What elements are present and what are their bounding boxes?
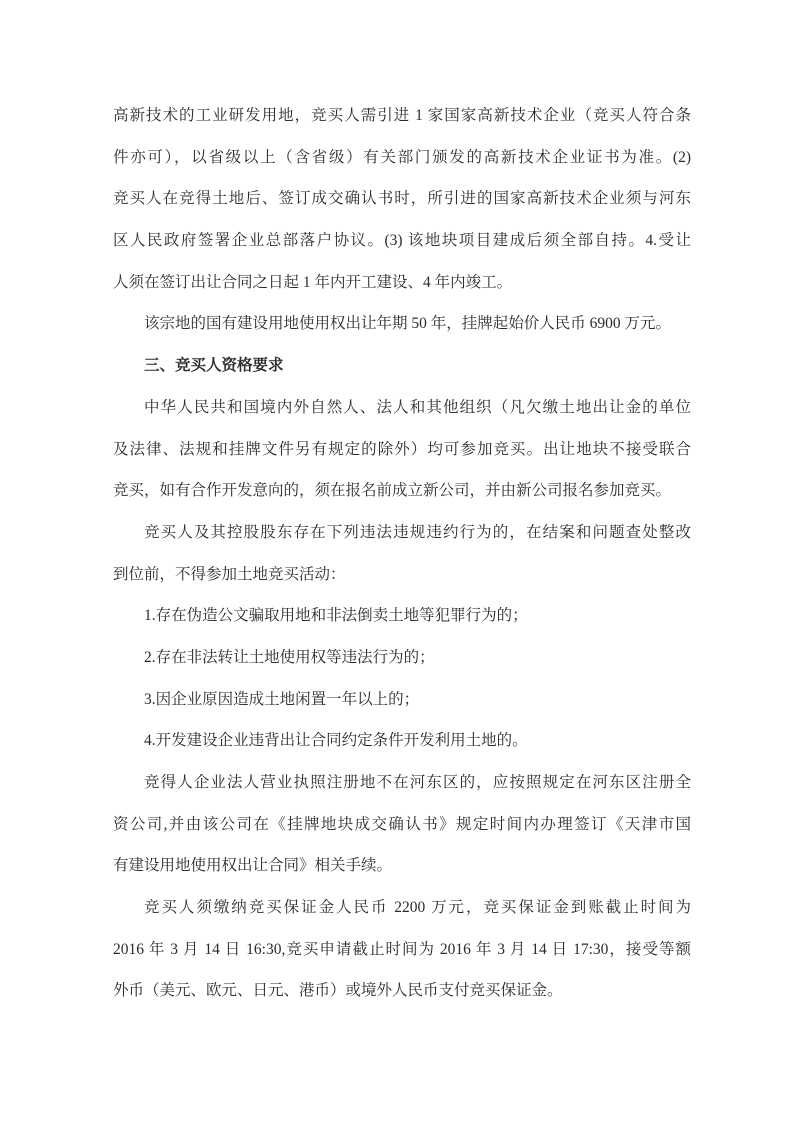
paragraph (113, 95, 691, 303)
text-line: 三、竞买人资格要求 (144, 357, 284, 375)
text-line: 2016 年 3 月 14 日 16:30,竞买申请截止时间为 2016 年 3 月 14 日 17:30，接受等额 (113, 940, 691, 958)
list-item (113, 595, 691, 637)
text-line: 2.存在非法转让土地使用权等违法行为的； (144, 648, 435, 666)
text-line: 区人民政府签署企业总部落户协议。(3) 该地块项目建成后须全部自持。4.受让 (113, 232, 691, 250)
text-line: 竞买，如有合作开发意向的，须在报名前成立新公司，并由新公司报名参加竞买。 (113, 482, 672, 500)
list-item (113, 637, 691, 679)
text-line: 资公司,并由该公司在《挂牌地块成交确认书》规定时间内办理签订《天津市国 (113, 815, 691, 833)
text-line: 竞得人企业法人营业执照注册地不在河东区的，应按照规定在河东区注册全 (144, 774, 691, 791)
text-line: 到位前，不得参加土地竞买活动： (113, 565, 346, 583)
list-item (113, 720, 691, 762)
text-line: 件亦可），以省级以上（含省级）有关部门颁发的高新技术企业证书为准。(2) (113, 148, 691, 166)
paragraph (113, 887, 691, 1012)
text-line: 4.开发建设企业违背出让合同约定条件开发利用土地的。 (144, 732, 528, 750)
paragraph (113, 762, 691, 887)
text-line: 外币（美元、欧元、日元、港币）或境外人民币支付竞买保证金。 (113, 982, 563, 1000)
text-line: 1.存在伪造公文骗取用地和非法倒卖土地等犯罪行为的； (144, 607, 528, 625)
text-line: 人须在签订出让合同之日起 1 年内开工建设、4 年内竣工。 (113, 273, 513, 291)
paragraph (113, 512, 691, 595)
text-line: 高新技术的工业研发用地，竞买人需引进 1 家国家高新技术企业（竞买人符合条 (113, 107, 691, 124)
list-item (113, 679, 691, 721)
section-heading (113, 345, 691, 387)
text-line: 竞买人在竞得土地后、签订成交确认书时，所引进的国家高新技术企业须与河东 (113, 190, 691, 208)
text-line: 有建设用地使用权出让合同》相关手续。 (113, 857, 393, 875)
paragraph (113, 303, 691, 345)
document-content (113, 95, 691, 1012)
text-line: 3.因企业原因造成土地闲置一年以上的； (144, 690, 420, 708)
paragraph (113, 387, 691, 512)
text-line: 该宗地的国有建设用地使用权出让年期 50 年，挂牌起始价人民币 6900 万元。 (144, 315, 672, 333)
text-line: 及法律、法规和挂牌文件另有规定的除外）均可参加竞买。出让地块不接受联合 (113, 440, 691, 458)
text-line: 竞买人须缴纳竞买保证金人民币 2200 万元，竞买保证金到账截止时间为 (144, 899, 691, 917)
text-line: 中华人民共和国境内外自然人、法人和其他组织（凡欠缴土地出让金的单位 (144, 398, 691, 416)
text-line: 竞买人及其控股股东存在下列违法违规违约行为的，在结案和问题查处整改 (144, 523, 691, 541)
